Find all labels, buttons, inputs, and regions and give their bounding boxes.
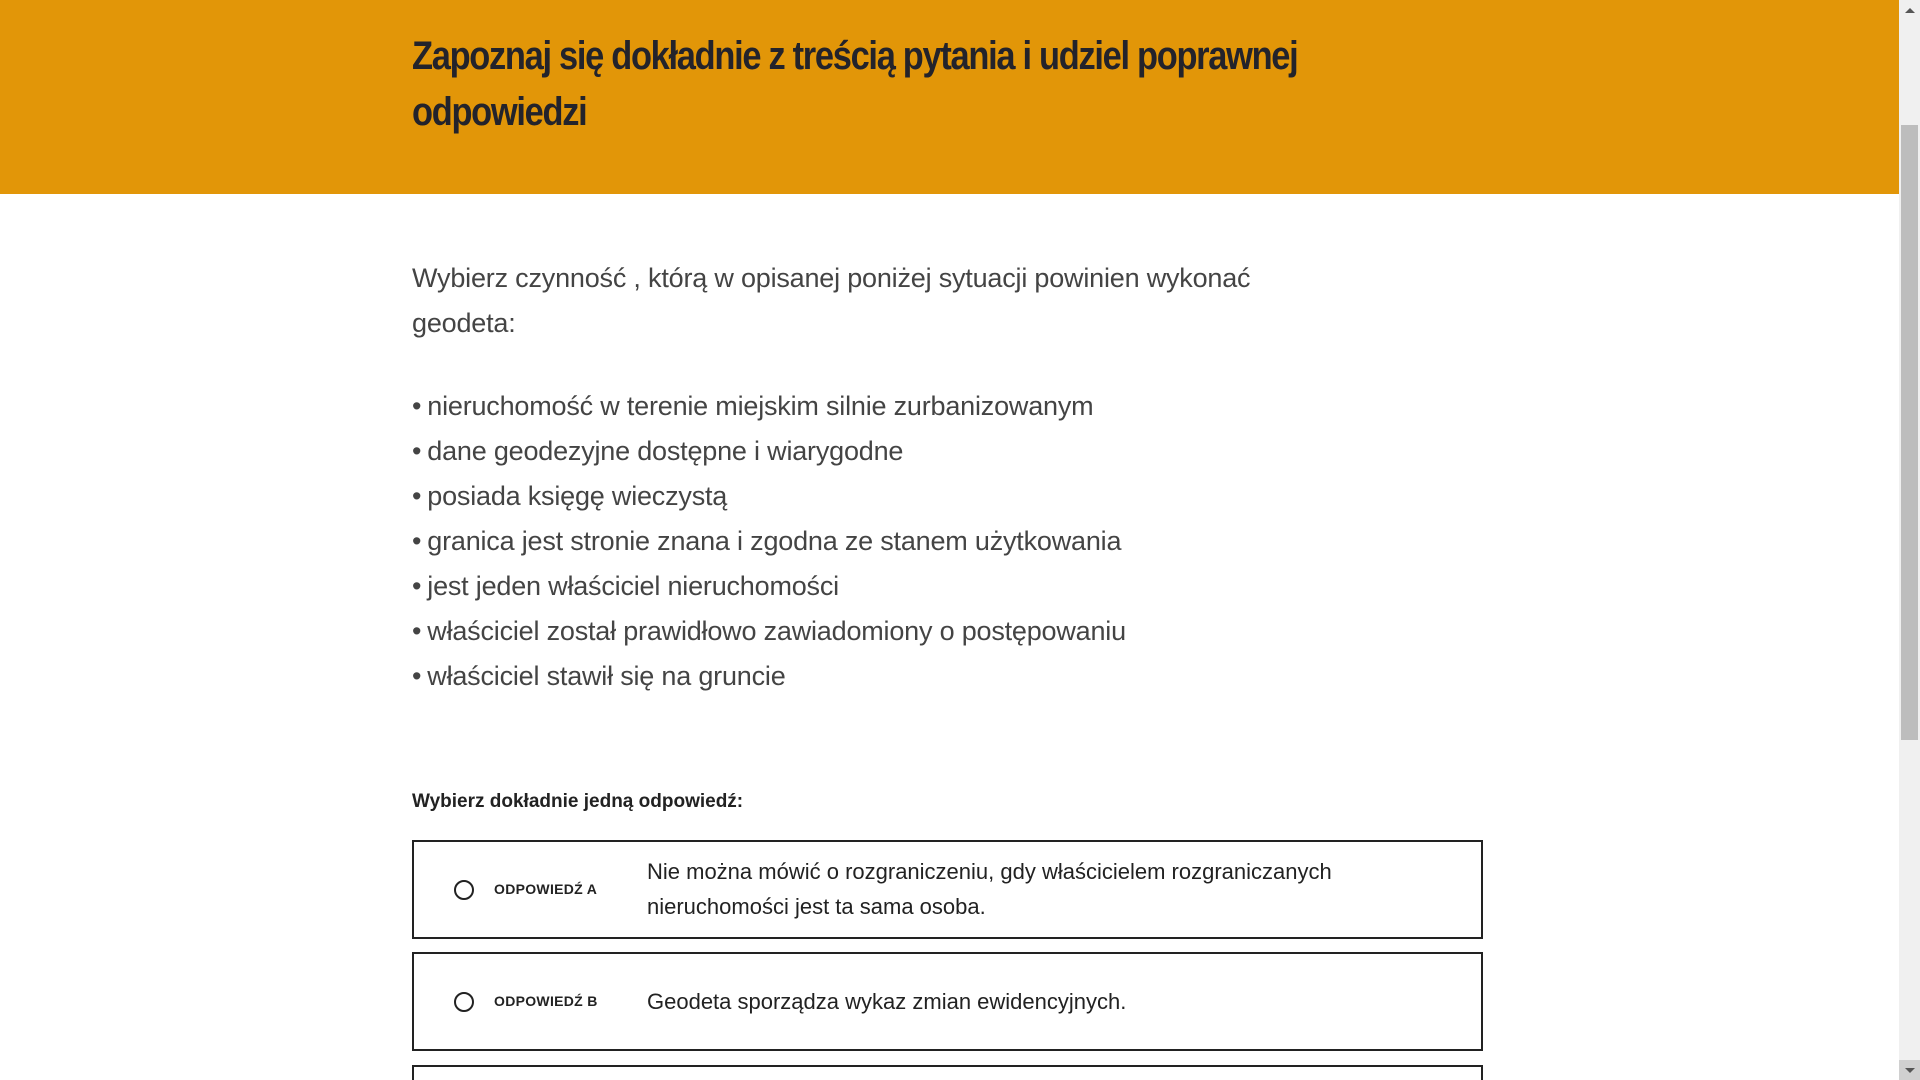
question-conditions-list	[412, 384, 1412, 699]
answer-text: Nie można mówić o rozgraniczeniu, gdy właścicielem rozgraniczanych nieruchomości jest ta sama osoba.	[647, 859, 1332, 919]
condition-item: • jest jeden właściciel nieruchomości	[412, 571, 839, 601]
scroll-down-arrow-icon[interactable]	[1899, 1060, 1920, 1080]
answer-option-a[interactable]	[412, 840, 1483, 939]
answer-option-c[interactable]	[412, 1065, 1483, 1080]
page-title: Zapoznaj się dokładnie z treścią pytania i udziel poprawnej odpowiedzi	[412, 34, 1298, 134]
bullet-icon: •	[412, 571, 422, 601]
answer-label: ODPOWIEDŹ B	[494, 993, 598, 1009]
bullet-icon: •	[412, 616, 422, 646]
question-intro: Wybierz czynność , którą w opisanej poniżej sytuacji powinien wykonać geodeta:	[412, 263, 1251, 338]
answer-option-b[interactable]	[412, 952, 1483, 1051]
answer-label: ODPOWIEDŹ A	[494, 881, 598, 897]
bullet-icon: •	[412, 661, 422, 691]
condition-item: • posiada księgę wieczystą	[412, 481, 728, 511]
bullet-icon: •	[412, 436, 422, 466]
vertical-scrollbar[interactable]	[1899, 0, 1920, 1080]
bullet-icon: •	[412, 391, 422, 421]
scrollbar-thumb[interactable]	[1901, 125, 1918, 740]
radio-circle-icon[interactable]	[454, 992, 474, 1012]
answer-instruction: Wybierz dokładnie jedną odpowiedź:	[412, 791, 744, 812]
condition-item: • dane geodezyjne dostępne i wiarygodne	[412, 436, 904, 466]
header-banner	[0, 0, 1899, 194]
condition-item: • właściciel został prawidłowo zawiadomiony o postępowaniu	[412, 616, 1126, 646]
condition-item: • nieruchomość w terenie miejskim silnie zurbanizowanym	[412, 391, 1094, 421]
condition-item: • granica jest stronie znana i zgodna ze stanem użytkowania	[412, 526, 1122, 556]
scroll-up-arrow-icon[interactable]	[1899, 0, 1920, 20]
condition-item: • właściciel stawił się na gruncie	[412, 661, 786, 691]
answer-text: Geodeta sporządza wykaz zmian ewidencyjnych.	[647, 989, 1127, 1014]
bullet-icon: •	[412, 481, 422, 511]
radio-circle-icon[interactable]	[454, 880, 474, 900]
bullet-icon: •	[412, 526, 422, 556]
